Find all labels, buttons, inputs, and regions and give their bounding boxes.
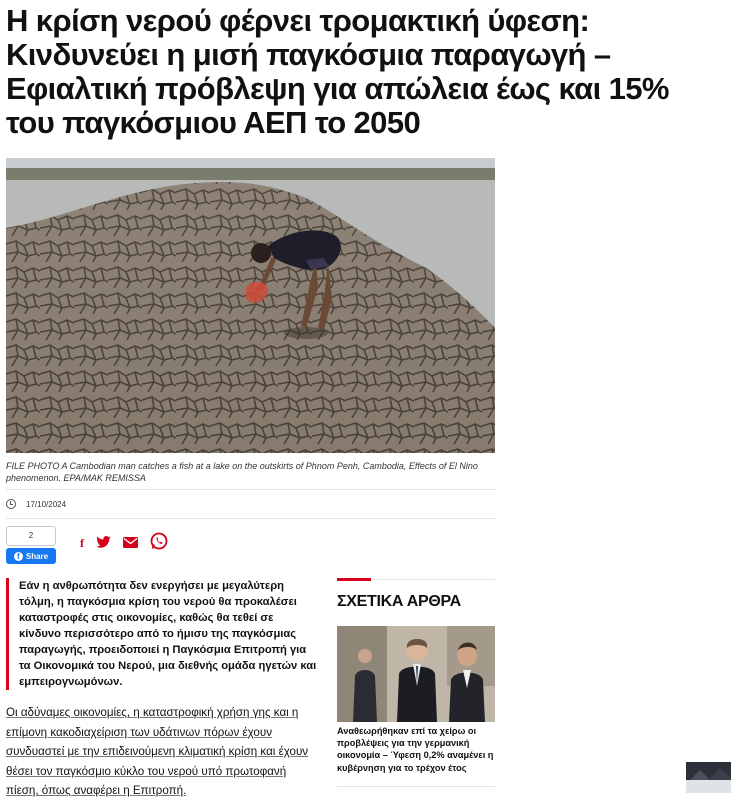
facebook-logo-icon: f xyxy=(14,552,23,561)
facebook-icon[interactable]: f xyxy=(80,536,84,550)
corner-thumbnail-photo xyxy=(686,762,731,793)
share-label: Share xyxy=(25,551,49,561)
related-photo xyxy=(337,626,495,722)
caption-divider xyxy=(6,489,495,490)
headline-line: Η κρίση νερού φέρνει τρομακτική ύφεση: xyxy=(6,3,590,38)
whatsapp-icon[interactable] xyxy=(150,532,168,555)
share-count: 2 xyxy=(6,526,56,546)
article-body-link[interactable]: Οι αδύναμες οικονομίες, η καταστροφική χρήση γης και η επίμονη κακοδιαχείριση των υδάτινων πόρων έχουν συνδυαστεί με την επιδεινούμενη κλιματική κρίση και έχουν θέσει τον παγκόσμιο κύκλο του νερού υπό πρωτοφανή πίεση, όπως αναφέρει η Επιτροπή. xyxy=(6,706,309,797)
facebook-share-widget xyxy=(6,526,56,564)
hero-image xyxy=(6,158,495,453)
related-divider-bottom xyxy=(337,786,495,787)
related-divider xyxy=(371,579,495,580)
mail-icon[interactable] xyxy=(123,535,138,553)
publish-date-row xyxy=(6,497,66,511)
clock-icon xyxy=(6,499,16,509)
article-headline xyxy=(6,4,731,140)
hero-photo xyxy=(6,158,495,453)
related-accent-bar xyxy=(337,578,371,581)
date-divider xyxy=(6,518,495,519)
article-body xyxy=(6,703,317,801)
headline-line: του παγκόσμιου ΑΕΠ το 2050 xyxy=(6,105,421,140)
related-article-caption[interactable]: Αναθεωρήθηκαν επί τα χείρω οι προβλέψεις για την γερμανική οικονομία – Ύφεση 0,2% αναμένει η κυβέρνηση για το τρέχον έτος xyxy=(337,726,494,773)
related-article-image[interactable] xyxy=(337,626,495,722)
related-articles-title: ΣΧΕΤΙΚΑ ΑΡΘΡΑ xyxy=(337,593,461,610)
share-icons xyxy=(80,532,168,555)
headline-line: Εφιαλτική πρόβλεψη για απώλεια έως και 15% xyxy=(6,71,669,106)
image-caption: FILE PHOTO A Cambodian man catches a fish at a lake on the outskirts of Phnom Penh, Cambodia, Effects of El Nino phenomenon. EPA/MAK REMISSA xyxy=(6,461,478,483)
facebook-share-button[interactable] xyxy=(6,548,56,564)
publish-date: 17/10/2024 xyxy=(26,499,67,509)
twitter-icon[interactable] xyxy=(96,535,111,553)
headline-line: Κινδυνεύει η μισή παγκόσμια παραγωγή – xyxy=(6,37,611,72)
corner-thumbnail[interactable] xyxy=(686,762,731,793)
article-lead: Εάν η ανθρωπότητα δεν ενεργήσει με μεγαλύτερη τόλμη, η παγκόσμια κρίση του νερού θα προκαλέσει καταστροφές στις οικονομίες, καθώς θα τεθεί σε κίνδυνο περισσότερο από το ήμισυ της παγκόσμιας παραγωγής, προειδοποιεί η Παγκόσμια Επιτροπή για τα Οικονομικά του Νερού, μια διεθνής ομάδα ηγετών και εμπειρογνωμόνων. xyxy=(6,578,317,690)
